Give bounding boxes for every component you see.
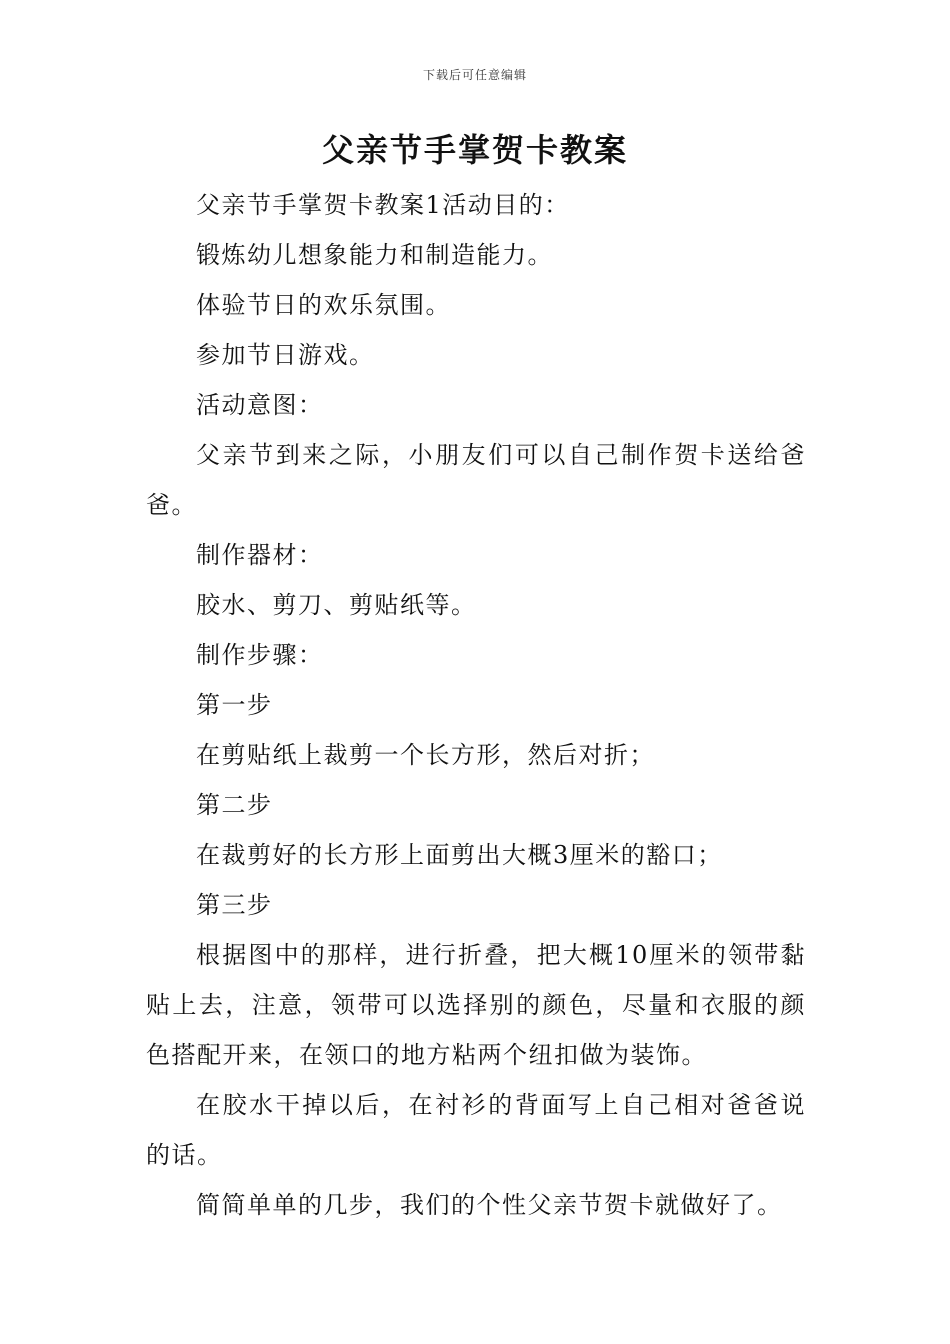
- paragraph: 锻炼幼儿想象能力和制造能力。: [196, 241, 553, 269]
- paragraph: 制作器材：: [196, 541, 324, 569]
- paragraph: 根据图中的那样，进行折叠，把大概10厘米的领带黏贴上去，注意，领带可以选择别的颜色，尽量和衣服的颜色搭配开来，在领口的地方粘两个纽扣做为装饰。: [146, 941, 806, 1069]
- document-body: [146, 180, 806, 1230]
- paragraph: 第三步: [196, 891, 273, 919]
- paragraph: 简简单单的几步，我们的个性父亲节贺卡就做好了。: [196, 1191, 783, 1219]
- paragraph: 父亲节手掌贺卡教案1活动目的：: [196, 191, 570, 219]
- paragraph: 第一步: [196, 691, 273, 719]
- paragraph: 活动意图：: [196, 391, 324, 419]
- paragraph: 第二步: [196, 791, 273, 819]
- paragraph: 参加节日游戏。: [196, 341, 375, 369]
- paragraph: 在胶水干掉以后，在衬衫的背面写上自己相对爸爸说的话。: [146, 1091, 806, 1169]
- header-note: 下载后可任意编辑: [422, 68, 527, 82]
- paragraph: 在剪贴纸上裁剪一个长方形，然后对折；: [196, 741, 655, 769]
- paragraph: 父亲节到来之际，小朋友们可以自己制作贺卡送给爸爸。: [146, 441, 806, 519]
- paragraph: 制作步骤：: [196, 641, 324, 669]
- paragraph: 胶水、剪刀、剪贴纸等。: [196, 591, 477, 619]
- document-title: 父亲节手掌贺卡教案: [321, 131, 628, 169]
- paragraph: 在裁剪好的长方形上面剪出大概3厘米的豁口；: [196, 841, 723, 869]
- paragraph: 体验节日的欢乐氛围。: [196, 291, 451, 319]
